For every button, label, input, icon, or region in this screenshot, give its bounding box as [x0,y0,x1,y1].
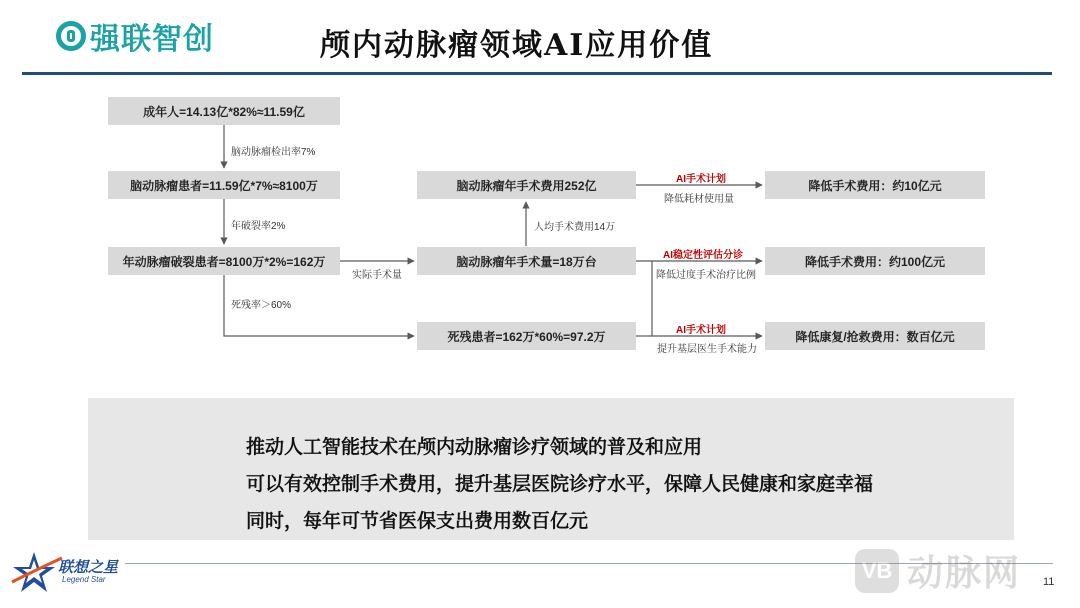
label-death-disability-rate: 死残率＞60% [231,300,292,311]
box-adult-population: 成年人=14.13亿*82%≈11.59亿 [108,97,340,125]
box-outcome-1: 降低手术费用：约10亿元 [765,171,985,199]
watermark [855,545,1021,596]
label-ai-surgery-plan-2: AI手术计划 [676,325,726,336]
summary-line-3: 同时，每年可节省医保支出费用数百亿元 [246,511,589,532]
page-number: 11 [1043,576,1055,588]
watermark-badge-icon: VB [855,549,899,593]
box-outcome-2: 降低手术费用：约100亿元 [765,247,985,275]
label-detection-rate: 脑动脉瘤检出率7% [231,147,316,158]
box-surgery-volume: 脑动脉瘤年手术量=18万台 [417,247,636,275]
footer-brand: 联想之星 [58,559,119,576]
box-surgery-cost: 脑动脉瘤年手术费用252亿 [417,171,636,199]
box-disabled-patients: 死残患者=162万*60%=97.2万 [417,322,636,350]
label-per-capita-cost: 人均手术费用14万 [534,222,616,233]
label-reduce-overtreatment: 降低过度手术治疗比例 [656,270,756,281]
label-improve-primary-doctors: 提升基层医生手术能力 [657,344,757,355]
summary-line-1: 推动人工智能技术在颅内动脉瘤诊疗领域的普及和应用 [246,437,703,458]
box-rupture-patients: 年动脉瘤破裂患者=8100万*2%=162万 [108,247,340,275]
logo-text: 强联智创 [90,22,214,57]
label-actual-volume: 实际手术量 [352,270,402,281]
page-title: 颅内动脉瘤领域AI应用价值 [320,28,714,63]
summary-panel [88,398,1014,540]
label-annual-rupture-rate: 年破裂率2% [231,221,286,232]
label-ai-stability-triage: AI稳定性评估分诊 [663,250,743,261]
box-aneurysm-patients: 脑动脉瘤患者=11.59亿*7%≈8100万 [108,171,340,199]
watermark-text: 动脉网 [907,552,1022,593]
summary-line-2: 可以有效控制手术费用，提升基层医院诊疗水平，保障人民健康和家庭幸福 [246,474,874,495]
box-outcome-3: 降低康复/抢救费用：数百亿元 [765,322,985,350]
label-ai-surgery-plan-1: AI手术计划 [676,174,726,185]
label-reduce-consumables: 降低耗材使用量 [664,194,734,205]
footer-brand-sub: Legend Star [62,575,106,584]
